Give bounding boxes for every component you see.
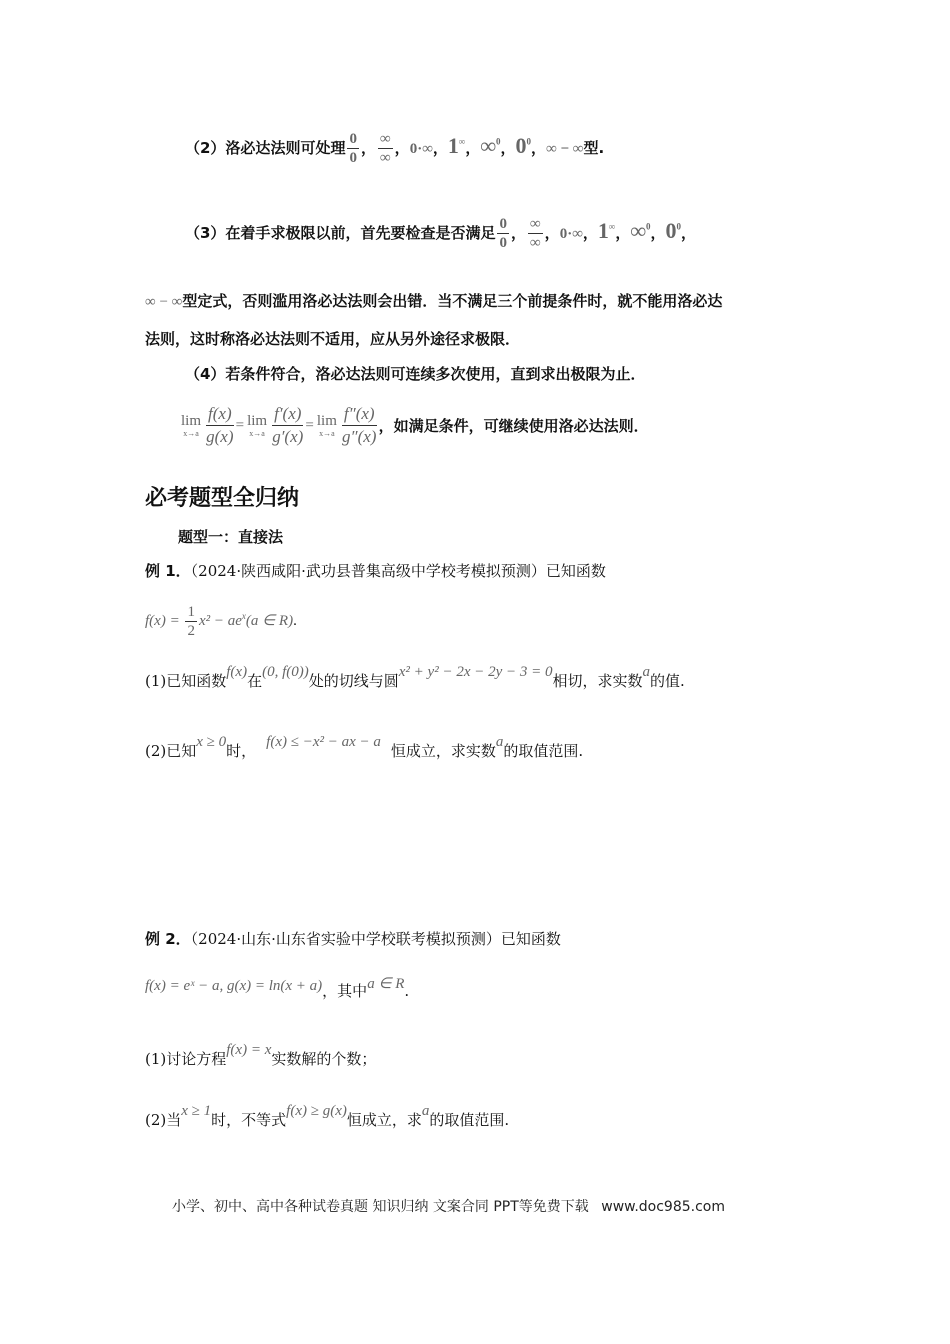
example-1-header bbox=[145, 560, 606, 581]
form-inf-pow-zero: ∞$^0$ bbox=[480, 133, 501, 158]
example-2-question-2: (2)当x ≥ 1时，不等式f(x) ≥ g(x)恒成立，求a的取值范围. bbox=[145, 1103, 510, 1129]
item-2: （2）洛必达法则可处理 $\frac{0}{0}$ ， $\frac{\infty}{\infty}$ ，0·∞，1∞，∞$^0$，$0^0$，∞ − ∞型. bbox=[185, 131, 605, 166]
item-3-line-3: 法则，这时称洛必达法则不适用，应从另外途径求极限． bbox=[145, 330, 521, 348]
example-2-header bbox=[145, 928, 561, 949]
example-2-question-1: (1)讨论方程f(x) = x实数解的个数； bbox=[145, 1042, 377, 1068]
type-1-heading: 题型一：直接法 bbox=[178, 528, 284, 546]
item-4: （4）若条件符合，洛必达法则可连续多次使用，直到求出极限为止． bbox=[185, 365, 646, 383]
example-2-source: （2024·山东·山东省实验中学校联考模拟预测）已知函数 bbox=[190, 930, 561, 948]
example-1-question-1: (1)已知函数f(x)在(0, f(0))处的切线与圆x² + y² − 2x − 2y − 3 = 0相切，求实数a的值. bbox=[145, 664, 685, 690]
footer bbox=[172, 1196, 725, 1216]
form-inf-minus-inf: ∞ − ∞ bbox=[546, 141, 584, 157]
lhopital-formula: lim x→a $\frac{f(x)}{g(x)}$ = lim x→a $\frac{f'(x)}{g'(x)}$ = lim x→a $\frac{f''(x)}{g''(x)}$ ，如满足条件，可继续使用洛必达法则． bbox=[181, 404, 649, 446]
section-heading: 必考题型全归纳 bbox=[145, 486, 300, 511]
item-3-line-1: （3）在着手求极限以前，首先要检查是否满足 $\frac{0}{0}$ ， $\frac{\infty}{\infty}$ ，0·∞，1∞，∞$^0$，$0^0$， bbox=[185, 216, 697, 251]
item-3-line-2: ∞ − ∞型定式，否则滥用洛必达法则会出错．当不满足三个前提条件时，就不能用洛必达 bbox=[145, 292, 723, 310]
limit-2: lim x→a bbox=[247, 412, 268, 438]
footer-site-link[interactable]: www.doc985.com bbox=[601, 1199, 725, 1215]
form-zero-pow-zero: $0^0$ bbox=[515, 133, 532, 158]
limit-3: lim x→a bbox=[316, 412, 337, 438]
example-1-function: f(x) = $\frac{1}{2}$ $x^2 - ae^x(a$ ∈ R). bbox=[145, 604, 297, 639]
form-one-pow-inf: 1∞ bbox=[447, 133, 466, 158]
example-2-label: 例 2． bbox=[145, 930, 191, 948]
footer-text: 小学、初中、高中各种试卷真题 知识归纳 文案合同 PPT等免费下载 bbox=[172, 1199, 589, 1215]
limit-1: lim x→a bbox=[181, 412, 202, 438]
form-zero-times-inf: 0·∞ bbox=[409, 141, 433, 157]
item-2-suffix: 型. bbox=[583, 139, 605, 157]
example-1-source: （2024·陕西咸阳·武功县普集高级中学校考模拟预测）已知函数 bbox=[190, 562, 606, 580]
fraction-inf-inf: $\frac{\infty}{\infty}$ bbox=[379, 131, 391, 166]
fraction-zero-zero: $\frac{0}{0}$ bbox=[349, 131, 357, 166]
example-1-label: 例 1． bbox=[145, 562, 191, 580]
example-2-function: f(x) = eˣ − a, g(x) = ln(x + a)，其中a ∈ R. bbox=[145, 976, 410, 1000]
item-2-prefix: （2）洛必达法则可处理 bbox=[185, 139, 346, 157]
example-1-question-2: (2)已知x ≥ 0时， f(x) ≤ −x² − ax − a 恒成立，求实数a的取值范围. bbox=[145, 734, 584, 760]
